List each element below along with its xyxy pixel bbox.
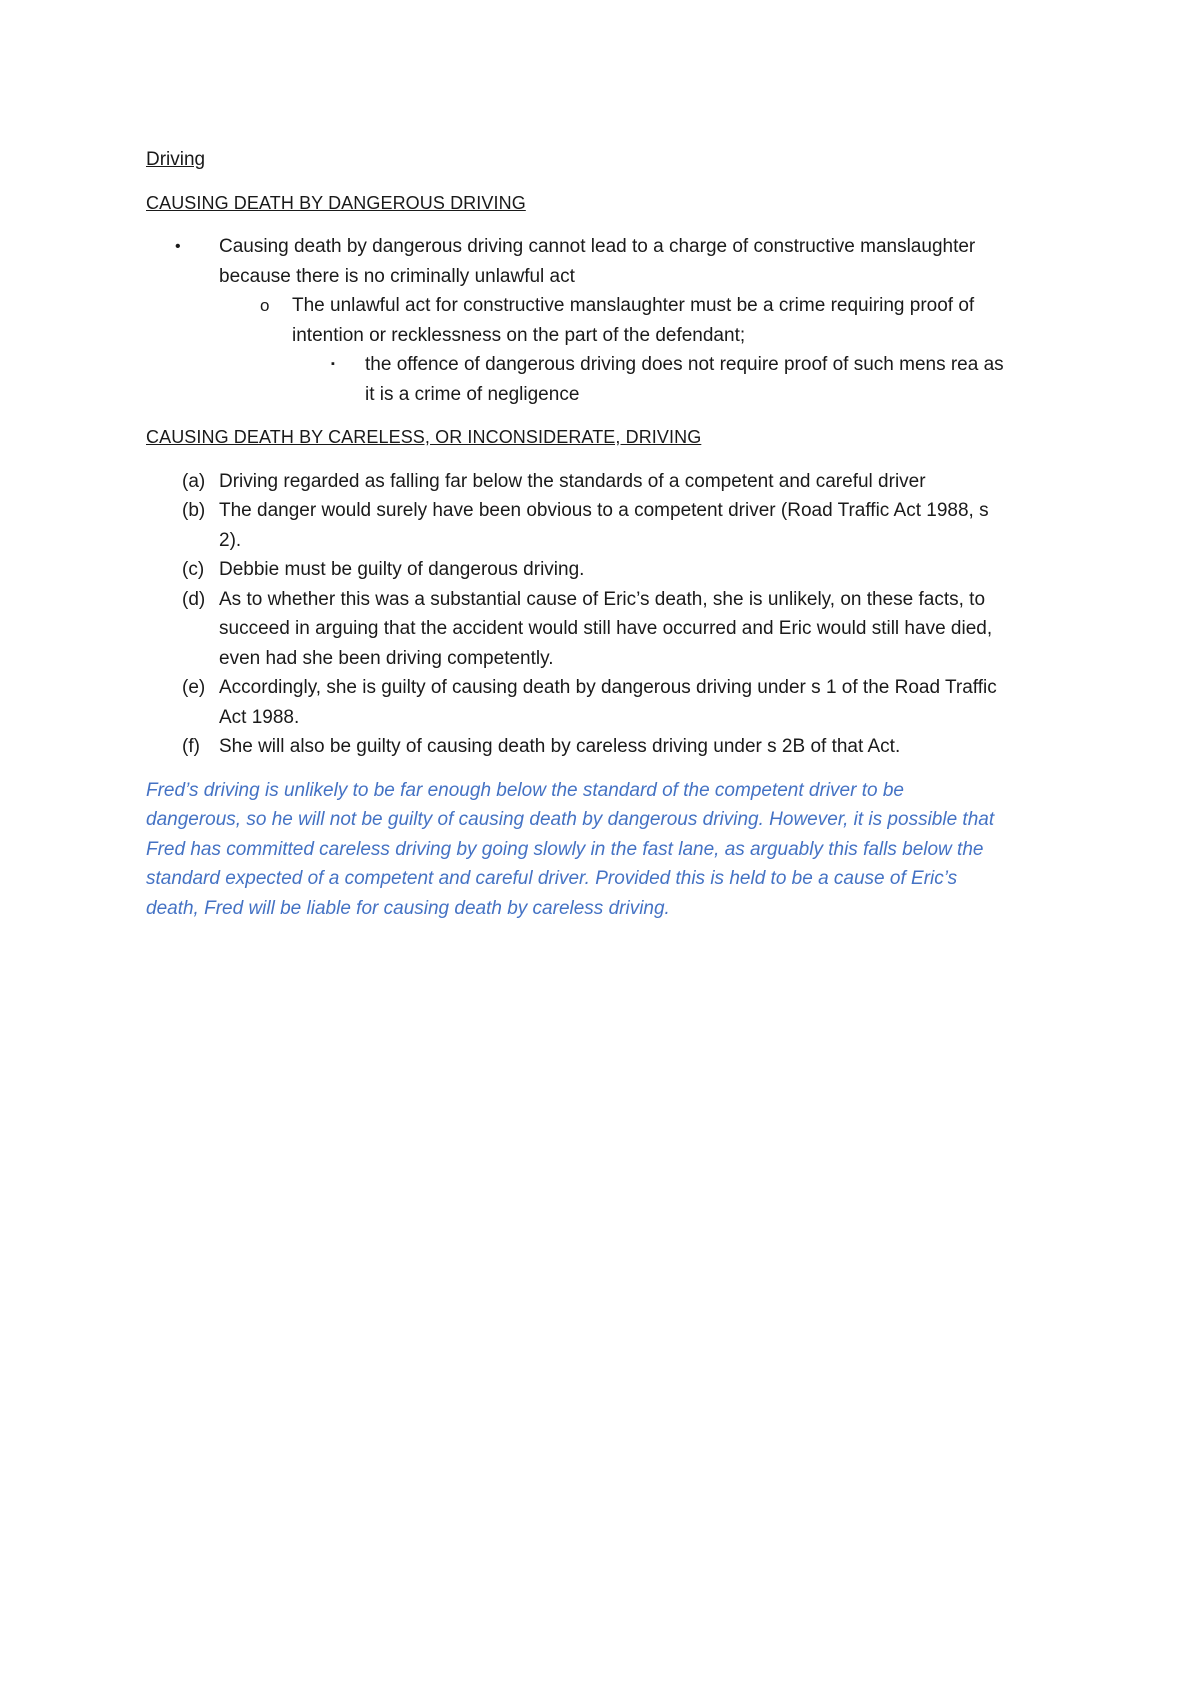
conclusion-text-line: Fred has committed careless driving by going slowly in the fast lane, as arguably this falls below the bbox=[146, 838, 984, 860]
conclusion-paragraph bbox=[146, 776, 1066, 924]
list-letter: (f) bbox=[182, 736, 200, 757]
list-item-e bbox=[146, 673, 1066, 732]
section-heading-careless-driving: CAUSING DEATH BY CARELESS, OR INCONSIDERATE, DRIVING bbox=[146, 427, 702, 447]
list-item bbox=[146, 350, 1066, 409]
sub-sub-bullet-text-line: the offence of dangerous driving does not require proof of such mens rea as bbox=[365, 354, 1004, 375]
sub-bullet-text-line: The unlawful act for constructive manslaughter must be a crime requiring proof of bbox=[292, 295, 975, 316]
list-text-line: Accordingly, she is guilty of causing death by dangerous driving under s 1 of the Road Traffic bbox=[219, 677, 997, 698]
list-item-f bbox=[146, 732, 1066, 762]
list-item-c bbox=[146, 555, 1066, 585]
circle-bullet-icon: o bbox=[260, 296, 270, 315]
list-text-line: As to whether this was a substantial cause of Eric’s death, she is unlikely, on these facts, to bbox=[219, 588, 986, 610]
section-heading-dangerous-driving: CAUSING DEATH BY DANGEROUS DRIVING bbox=[146, 192, 526, 213]
document-title: Driving bbox=[146, 149, 206, 170]
list-item-b bbox=[146, 496, 1066, 555]
sub-sub-bullet-list bbox=[292, 350, 1066, 409]
list-text-line: 2). bbox=[219, 529, 242, 551]
document-page bbox=[146, 145, 1066, 923]
list-text-line: The danger would surely have been obvious to a competent driver (Road Traffic Act 1988, s bbox=[219, 500, 989, 521]
sub-bullet-list bbox=[219, 291, 1066, 409]
bullet-icon: • bbox=[175, 238, 181, 255]
list-text-line: Driving regarded as falling far below the standards of a competent and careful driver bbox=[219, 470, 926, 492]
conclusion-text-line: dangerous, so he will not be guilty of causing death by dangerous driving. However, it is possible that bbox=[146, 809, 995, 830]
bullet-text-line: Causing death by dangerous driving cannot lead to a charge of constructive manslaughter bbox=[219, 236, 976, 257]
list-item-a bbox=[146, 467, 1066, 497]
list-text-line: Act 1988. bbox=[219, 706, 300, 728]
list-item-d bbox=[146, 585, 1066, 674]
conclusion-text-line: death, Fred will be liable for causing death by careless driving. bbox=[146, 897, 670, 919]
list-text-line: Debbie must be guilty of dangerous driving. bbox=[219, 559, 585, 580]
sub-sub-bullet-text-line: it is a crime of negligence bbox=[365, 383, 580, 405]
list-letter: (a) bbox=[182, 470, 206, 492]
list-item bbox=[146, 291, 1066, 409]
list-letter: (d) bbox=[182, 588, 206, 610]
list-text-line: even had she been driving competently. bbox=[219, 647, 554, 669]
bullet-list bbox=[146, 232, 1066, 409]
conclusion-text-line: Fred’s driving is unlikely to be far enough below the standard of the competent driver to be bbox=[146, 779, 904, 801]
list-letter: (b) bbox=[182, 500, 206, 521]
list-letter: (c) bbox=[182, 559, 205, 580]
list-text-line: She will also be guilty of causing death by careless driving under s 2B of that Act. bbox=[219, 736, 901, 757]
lettered-list bbox=[146, 467, 1066, 762]
bullet-text-line: because there is no criminally unlawful act bbox=[219, 265, 575, 287]
list-text-line: succeed in arguing that the accident would still have occurred and Eric would still have died, bbox=[219, 618, 993, 639]
square-bullet-icon: ▪ bbox=[331, 358, 335, 370]
conclusion-text-line: standard expected of a competent and careful driver. Provided this is held to be a cause of Eric’s bbox=[146, 868, 958, 889]
sub-bullet-text-line: intention or recklessness on the part of the defendant; bbox=[292, 324, 746, 346]
list-item bbox=[146, 232, 1066, 409]
list-letter: (e) bbox=[182, 677, 206, 698]
